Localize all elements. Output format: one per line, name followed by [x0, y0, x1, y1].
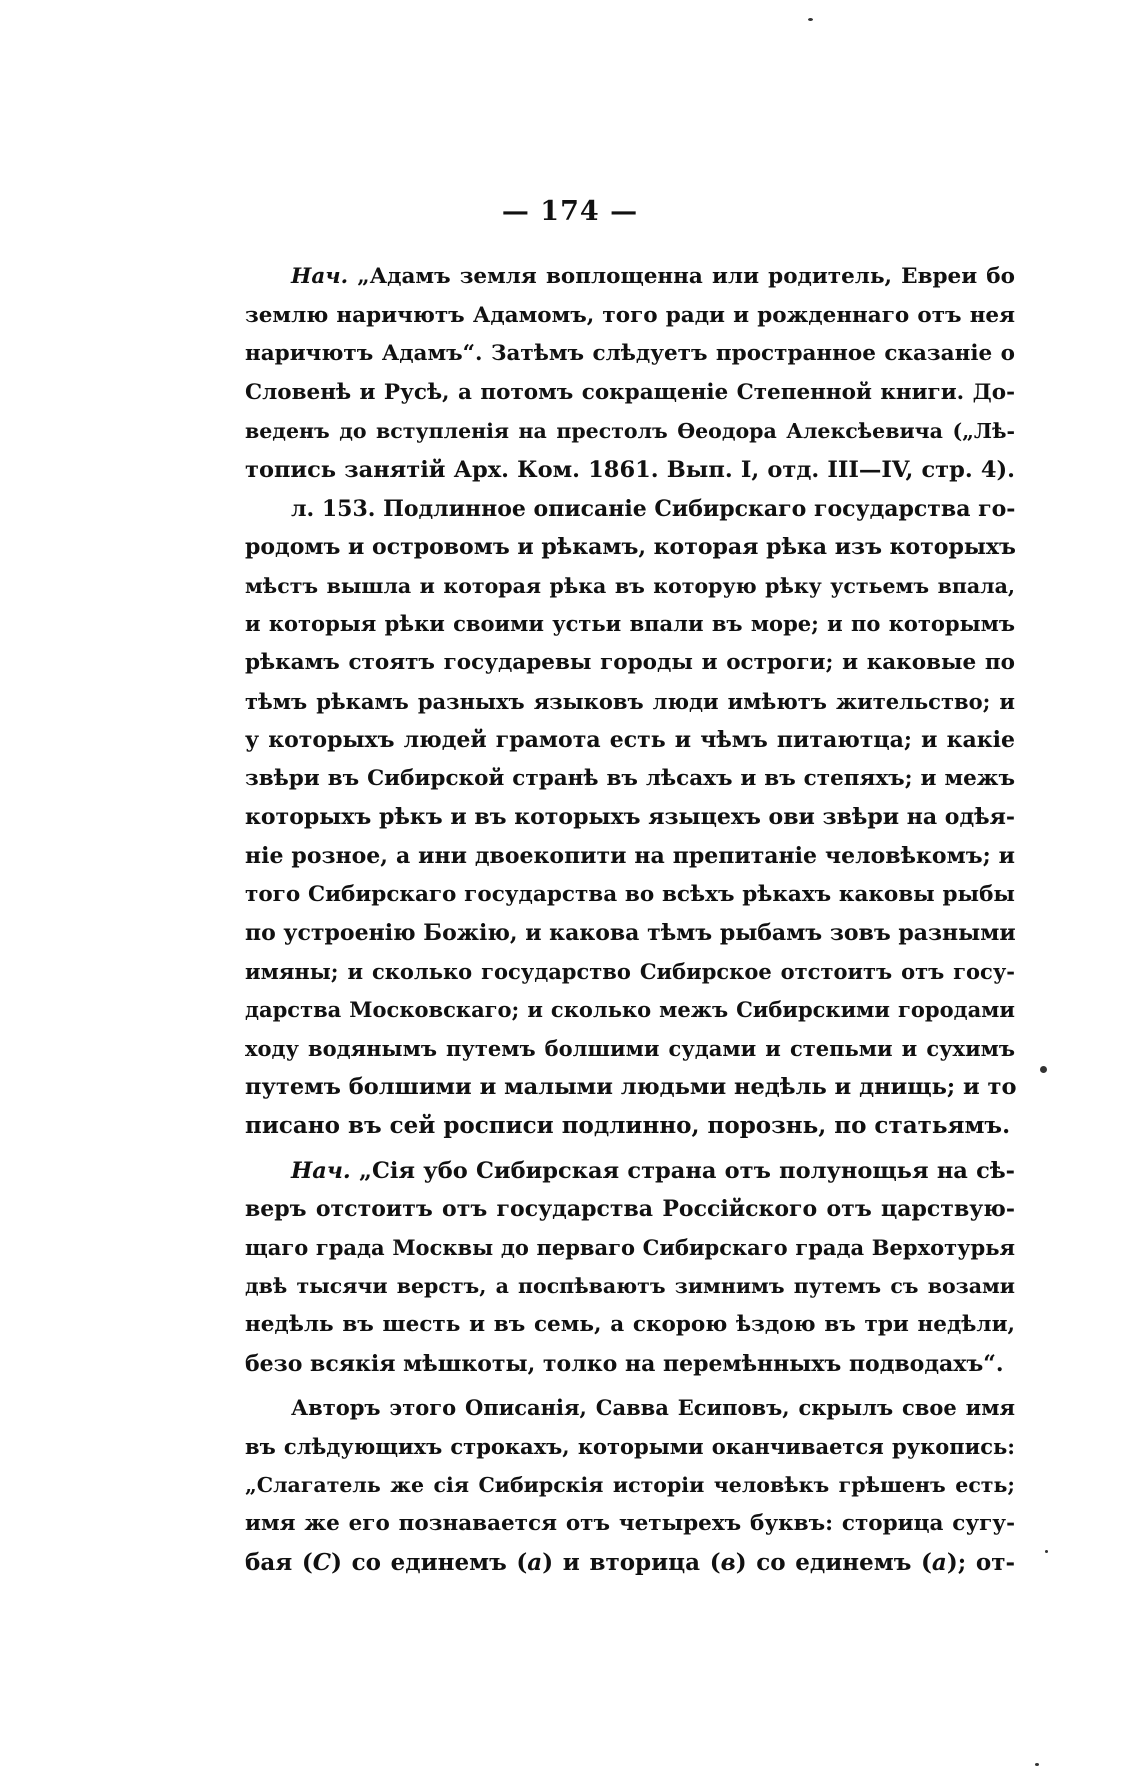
text-line: наричютъ Адамъ“. Затѣмъ слѣдуетъ пространное сказаніе о [245, 341, 1015, 367]
text-line: землю наричютъ Адамомъ, того ради и рожденнаго отъ нея [245, 302, 1015, 328]
scan-speck [1035, 1763, 1039, 1766]
nach-label: Нач. [291, 264, 349, 289]
paragraph-1 [245, 258, 1015, 490]
paragraph-4 [245, 1389, 1015, 1582]
text-line: рѣкамъ стоятъ государевы городы и остроги; и каковые по [245, 649, 1015, 675]
text-line: родомъ и островомъ и рѣкамъ, которая рѣка изъ которыхъ [245, 534, 1016, 561]
text-line: щаго града Москвы до перваго Сибирскаго града Верхотурья [245, 1234, 1015, 1260]
paragraph-3 [245, 1152, 1015, 1384]
text-line: которыхъ рѣкъ и въ которыхъ языцехъ ови звѣри на одѣя- [245, 804, 1015, 831]
text-line: и которыя рѣки своими устьи впали въ море; и по которымъ [245, 611, 1015, 637]
text-line: Нач. „Сія убо Сибирская страна отъ полунощья на сѣ- [291, 1157, 1015, 1184]
text-line: бая (С) со единемъ (а) и вторица (в) со единемъ (а); от- [245, 1548, 1015, 1576]
text-line: звѣри въ Сибирской странѣ въ лѣсахъ и въ степяхъ; и межъ [245, 765, 1015, 791]
text-line: ходу водянымъ путемъ болшими судами и степьми и сухимъ [245, 1035, 1015, 1061]
text-line: путемъ болшими и малыми людьми недѣль и днищь; и то [245, 1074, 1017, 1101]
nach-label: Нач. [291, 1157, 351, 1184]
body-text [245, 258, 1015, 1582]
text-line: того Сибирскаго государства во всѣхъ рѣкахъ каковы рыбы [245, 881, 1015, 907]
page-number: — 174 — [501, 196, 639, 227]
text-line: по устроенію Божію, и какова тѣмъ рыбамъ зовъ разными [245, 920, 1016, 947]
text-line: веръ отстоитъ отъ государства Россійского отъ царствую- [245, 1196, 1015, 1223]
scan-speck [1045, 1550, 1048, 1553]
text-line: ніе розное, а ини двоекопити на препитаніе человѣкомъ; и [245, 842, 1015, 869]
text-line: Словенѣ и Русѣ, а потомъ сокращеніе Степенной книги. До- [245, 379, 1015, 405]
text-line: мѣстъ вышла и которая рѣка въ которую рѣку устьемъ впала, [245, 573, 1015, 598]
text-line: имяны; и сколько государство Сибирское отстоитъ отъ госу- [245, 958, 1015, 984]
text-line: Нач. „Адамъ земля воплощенна или родитель, Евреи бо [291, 264, 1015, 289]
text-line: л. 153. Подлинное описаніе Сибирскаго государства го- [291, 495, 1016, 522]
scan-speck [1040, 1066, 1047, 1073]
text-line: топись занятій Арх. Ком. 1861. Вып. I, отд. III—IV, стр. 4). [245, 456, 1015, 483]
text-line: Авторъ этого Описанія, Савва Есиповъ, скрылъ свое имя [291, 1395, 1015, 1421]
text-line: недѣль въ шесть и въ семь, а скорою ѣздою въ три недѣли, [245, 1312, 1015, 1338]
text-line: безо всякія мѣшкоты, толко на перемѣнныхъ подводахъ“. [245, 1350, 1004, 1377]
text-line: въ слѣдующихъ строкахъ, которыми оканчивается рукопись: [245, 1433, 1015, 1459]
text-line: имя же его познавается отъ четырехъ буквъ: сторица сугу- [245, 1511, 1015, 1536]
text-line: „Слагатель же сія Сибирскія исторіи человѣкъ грѣшенъ есть; [245, 1473, 1015, 1498]
text-line: писано въ сей росписи подлинно, порознь, по статьямъ. [245, 1112, 1011, 1140]
paragraph-2 [245, 490, 1015, 1146]
text-line: дарства Московскаго; и сколько межъ Сибирскими городами [245, 997, 1015, 1023]
text-line: веденъ до вступленія на престолъ Ѳеодора Алексѣевича („Лѣ- [245, 419, 1015, 444]
text-line: тѣмъ рѣкамъ разныхъ языковъ люди имѣютъ жительство; и [245, 688, 1015, 714]
scan-speck [808, 18, 813, 21]
text-line: двѣ тысячи верстъ, а поспѣваютъ зимнимъ путемъ съ возами [245, 1274, 1015, 1299]
text-line: у которыхъ людей грамота есть и чѣмъ питаютца; и какіе [245, 727, 1015, 754]
